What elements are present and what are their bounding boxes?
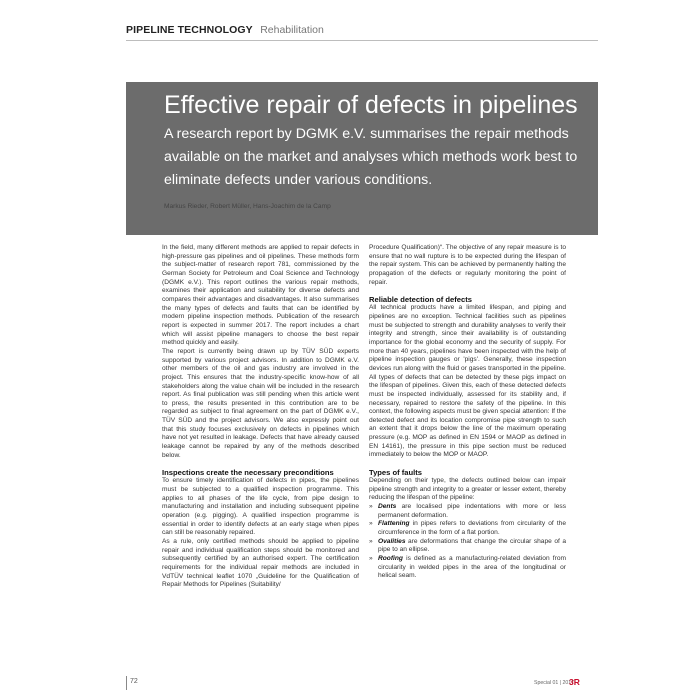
section-heading: Reliable detection of defects [369,295,472,305]
paragraph: Procedure Qualification)“. The objective of any repair measure is to ensure that no wall rupture is to be expected during the lifespan of the repair system. This can be achieved by permanently halting the propagation of the defects or regularly monitoring the point of repair. [369,244,566,286]
fault-text: is defined as a manufacturing-related deviation from circularity in welded pipes in the area of the longitudinal or helical seam. [378,555,566,580]
bullet-marker: » [369,503,373,511]
paragraph: As a rule, only certified methods should be applied to pipeline repair and individual qualification steps should be monitored and subsequently certified by an authorised expert. The certification requirements for the individual repair methods are included in VdTÜV technical leaflet 1070 „Guideline for the Qualification of Repair Methods for Pipelines (Suitability/ [162,538,359,589]
bullet-marker: » [369,555,373,562]
right-column [369,244,566,581]
section-heading: Inspections create the necessary preconditions [162,468,334,478]
bullet-marker: » [369,520,373,528]
bullet-marker: » [369,537,373,545]
fault-text: are deformations that change the circular shape of a pipe to an ellipse. [378,537,566,554]
paragraph: All types of defects that can be detected by these pigs impact on the lifespan of pipelines. Given this, each of these detected defects must be inspected individually, assessed for its stability and, if necessary, repaired to restore the safety of the pipeline. In this context, the following aspects must be given special attention: If the detected defect and its location compromise pipe strength to such an extent that it drops below the line of the maximum operating pressure (e.g. MOP as defined in EN 1594 or MAOP as defined in EN 14161), the pressure in this pipe section must be reduced immediately to below the MOP or MAOP. [369,373,566,459]
section-heading: Types of faults [369,468,423,478]
paragraph: To ensure timely identification of defects in pipes, the pipelines must be subjected to a qualified inspection programme. This applies to all phases of the life cycle, from pipe design to manufacturing and installation and including subsequent pipeline operation (e.g. pigging). A qualified inspection programme is essential in order to identify defects at an early stage when pipes can still be reasonably repaired. [162,477,359,537]
article-title: Effective repair of defects in pipelines [164,91,578,119]
fault-text: in pipes refers to deviations from circularity of the circumference in the form of a flat portion. [378,520,566,537]
footer-divider [126,676,127,690]
fault-term: Dents [378,503,397,511]
fault-term: Ovalities [378,537,406,545]
article-subtitle: A research report by DGMK e.V. summarises the repair methods available on the market and analyses which methods work best to eliminate defects under various conditions. [164,126,578,188]
section-label: PIPELINE TECHNOLOGY [126,24,253,36]
running-header [126,20,598,41]
authors: Markus Rieder, Robert Müller, Hans-Joachim de la Camp [164,203,331,210]
list-item [369,555,566,581]
paragraph: Depending on their type, the defects outlined below can impair pipeline strength and integrity to a greater or lesser extent, thereby reducing the lifespan of the pipeline: [369,477,566,502]
list-item [369,538,566,555]
list-item [369,520,566,537]
page-number: 72 [130,678,138,685]
paragraph: All technical products have a limited lifespan, and piping and pipelines are no exception. Technical facilities such as pipelines must be subjected to strength and durability analyses to verify their integrity and strength, since their availability is of outstanding importance for the global economy and the security of supply. For more than 40 years, pipelines have been inspected with the help of pipeline inspection gauges or 'pigs'. Generally, these inspection devices run along with the fluid or gases transported in the pipeline. [369,304,566,372]
title-banner [126,82,598,235]
paragraph: In the field, many different methods are applied to repair defects in high-pressure gas pipelines and oil pipelines. These methods form the subject-matter of research report 781, commissioned by the German Society for Petroleum and Coal Science and Technology (DGMK e.V.). This report outlines the various repair methods, examines their application and suitability for diverse defects and compares their advantages and disadvantages. It also summarises the many types of defects and faults that can be identified by modern pipeline inspection methods. Publication of the research report is expected in summer 2017. The report includes a chart which will assist pipeline managers to choose the best repair method quickly and easily. [162,244,359,347]
fault-term: Flattening [378,520,410,528]
fault-term: Roofing [378,555,403,562]
brand-logo: 3R [569,677,580,687]
fault-text: are localised pipe indentations with more or less permanent deformation. [378,503,566,519]
left-column [162,244,359,590]
issue-label: Special 01 | 2017 [534,680,574,686]
list-item [369,503,566,520]
paragraph: The report is currently being drawn up by TÜV SÜD experts supported by various project advisors. In addition to DGMK e.V. other members of the oil and gas industry are involved in the project. This ensures that the industry-specific know-how of all stakeholders along the value chain will be included in the research report. As final publication was still pending when this article went to press, the results presented in this contribution are to be regarded as subject to final agreement on the part of DGMK e.V., TÜV SÜD and the project advisors. We also expressly point out that this study focuses exclusively on defects in pipelines which have not yet resulted in leakage. Defects that have already caused leakage cannot be repaired by any of the methods described below. [162,347,359,459]
subsection-label: Rehabilitation [260,24,324,36]
